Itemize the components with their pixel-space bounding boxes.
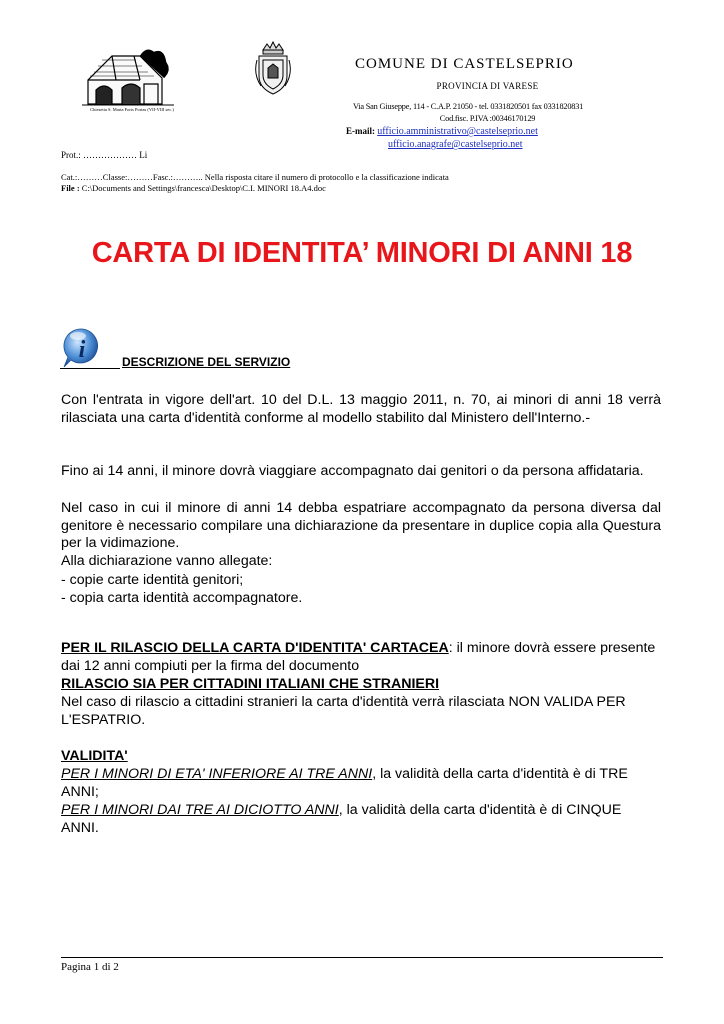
paragraph-paper-id: [61, 640, 661, 675]
email-label: E-mail:: [346, 126, 375, 136]
email-link-amministrativo[interactable]: ufficio.amministrativo@castelseprio.net: [377, 126, 538, 137]
footer-divider: [61, 957, 663, 958]
section-heading: [60, 355, 290, 369]
paper-id-heading: PER IL RILASCIO DELLA CARTA D'IDENTITA' CARTACEA: [61, 640, 449, 656]
page-title: CARTA DI IDENTITA’ MINORI DI ANNI 18: [91, 237, 633, 269]
validity-heading: VALIDITA': [61, 748, 128, 764]
paragraph-expatriation: Nel caso in cui il minore di anni 14 debba espatriare accompagnato da persona diversa dal genitore è necessario compilare una dichiarazione da presentare in duplice copia alla Questura per la vidimazione.: [61, 500, 661, 551]
list-item: - copie carte identità genitori;: [61, 572, 244, 588]
validity-under-three: [61, 766, 661, 801]
list-item: - copia carta identità accompagnatore.: [61, 590, 303, 606]
paragraph-attachments: Alla dichiarazione vanno allegate:: [61, 553, 273, 569]
validity-three-eighteen-text: , la validità della carta d'identità è di CINQUE ANNI.: [61, 802, 622, 836]
address: Via San Giuseppe, 114 - C.A.P. 21050 - tel. 0331820501 fax 0331820831: [353, 102, 584, 111]
codice-fiscale: Cod.fisc. P.IVA :00346170129: [439, 114, 536, 123]
classification-line: Cat.:………Classe:………Fasc.:……….. Nella risposta citare il numero di protocollo e la classificazione indicata: [61, 172, 449, 182]
protocol-line: Prot.: ……………… Li: [61, 150, 148, 160]
file-path: C:\Documents and Settings\francesca\Desktop\C.I. MINORI 18.A4.doc: [81, 183, 326, 193]
page-number: Pagina 1 di 2: [61, 961, 119, 973]
validity-under-three-text: , la validità della carta d'identità è di TRE ANNI;: [61, 766, 628, 800]
paragraph-foreigners: Nel caso di rilascio a cittadini stranieri la carta d'identità verrà rilasciata NON VALIDA PER L'ESPATRIO.: [61, 694, 626, 728]
paragraph-intro: Con l'entrata in vigore dell'art. 10 del D.L. 13 maggio 2011, n. 70, ai minori di anni 18 verrà rilasciata una carta d'identità conforme al modello stabilito dal Ministero dell'Interno.-: [61, 392, 661, 426]
heading-rule: [60, 356, 120, 369]
municipal-crest-icon: [253, 40, 293, 96]
validity-three-eighteen: [61, 802, 661, 837]
validity-under-three-label: PER I MINORI DI ETA' INFERIORE AI TRE ANNI: [61, 766, 373, 782]
file-path-line: [61, 183, 326, 193]
email-link-anagrafe[interactable]: ufficio.anagrafe@castelseprio.net: [388, 139, 523, 150]
logo-caption: Chiesetta S. Maria Foris Portas (VII-VIII sec.): [90, 107, 174, 112]
provincia: PROVINCIA DI VARESE: [436, 81, 539, 91]
section-heading-text: DESCRIZIONE DEL SERVIZIO: [122, 355, 291, 369]
paper-id-text: : il minore dovrà essere presente dai 12 anni compiuti per la firma del documento: [61, 640, 656, 674]
email-line: [346, 126, 538, 137]
svg-text:i: i: [78, 337, 86, 363]
paragraph-minor-14: Fino ai 14 anni, il minore dovrà viaggiare accompagnato dai genitori o da persona affidataria.: [61, 463, 644, 479]
validity-three-eighteen-label: PER I MINORI DAI TRE AI DICIOTTO ANNI: [61, 802, 339, 818]
comune-title: COMUNE DI CASTELSEPRIO: [355, 56, 574, 72]
file-label: File :: [61, 183, 80, 193]
citizens-heading: RILASCIO SIA PER CITTADINI ITALIANI CHE STRANIERI: [61, 676, 440, 692]
